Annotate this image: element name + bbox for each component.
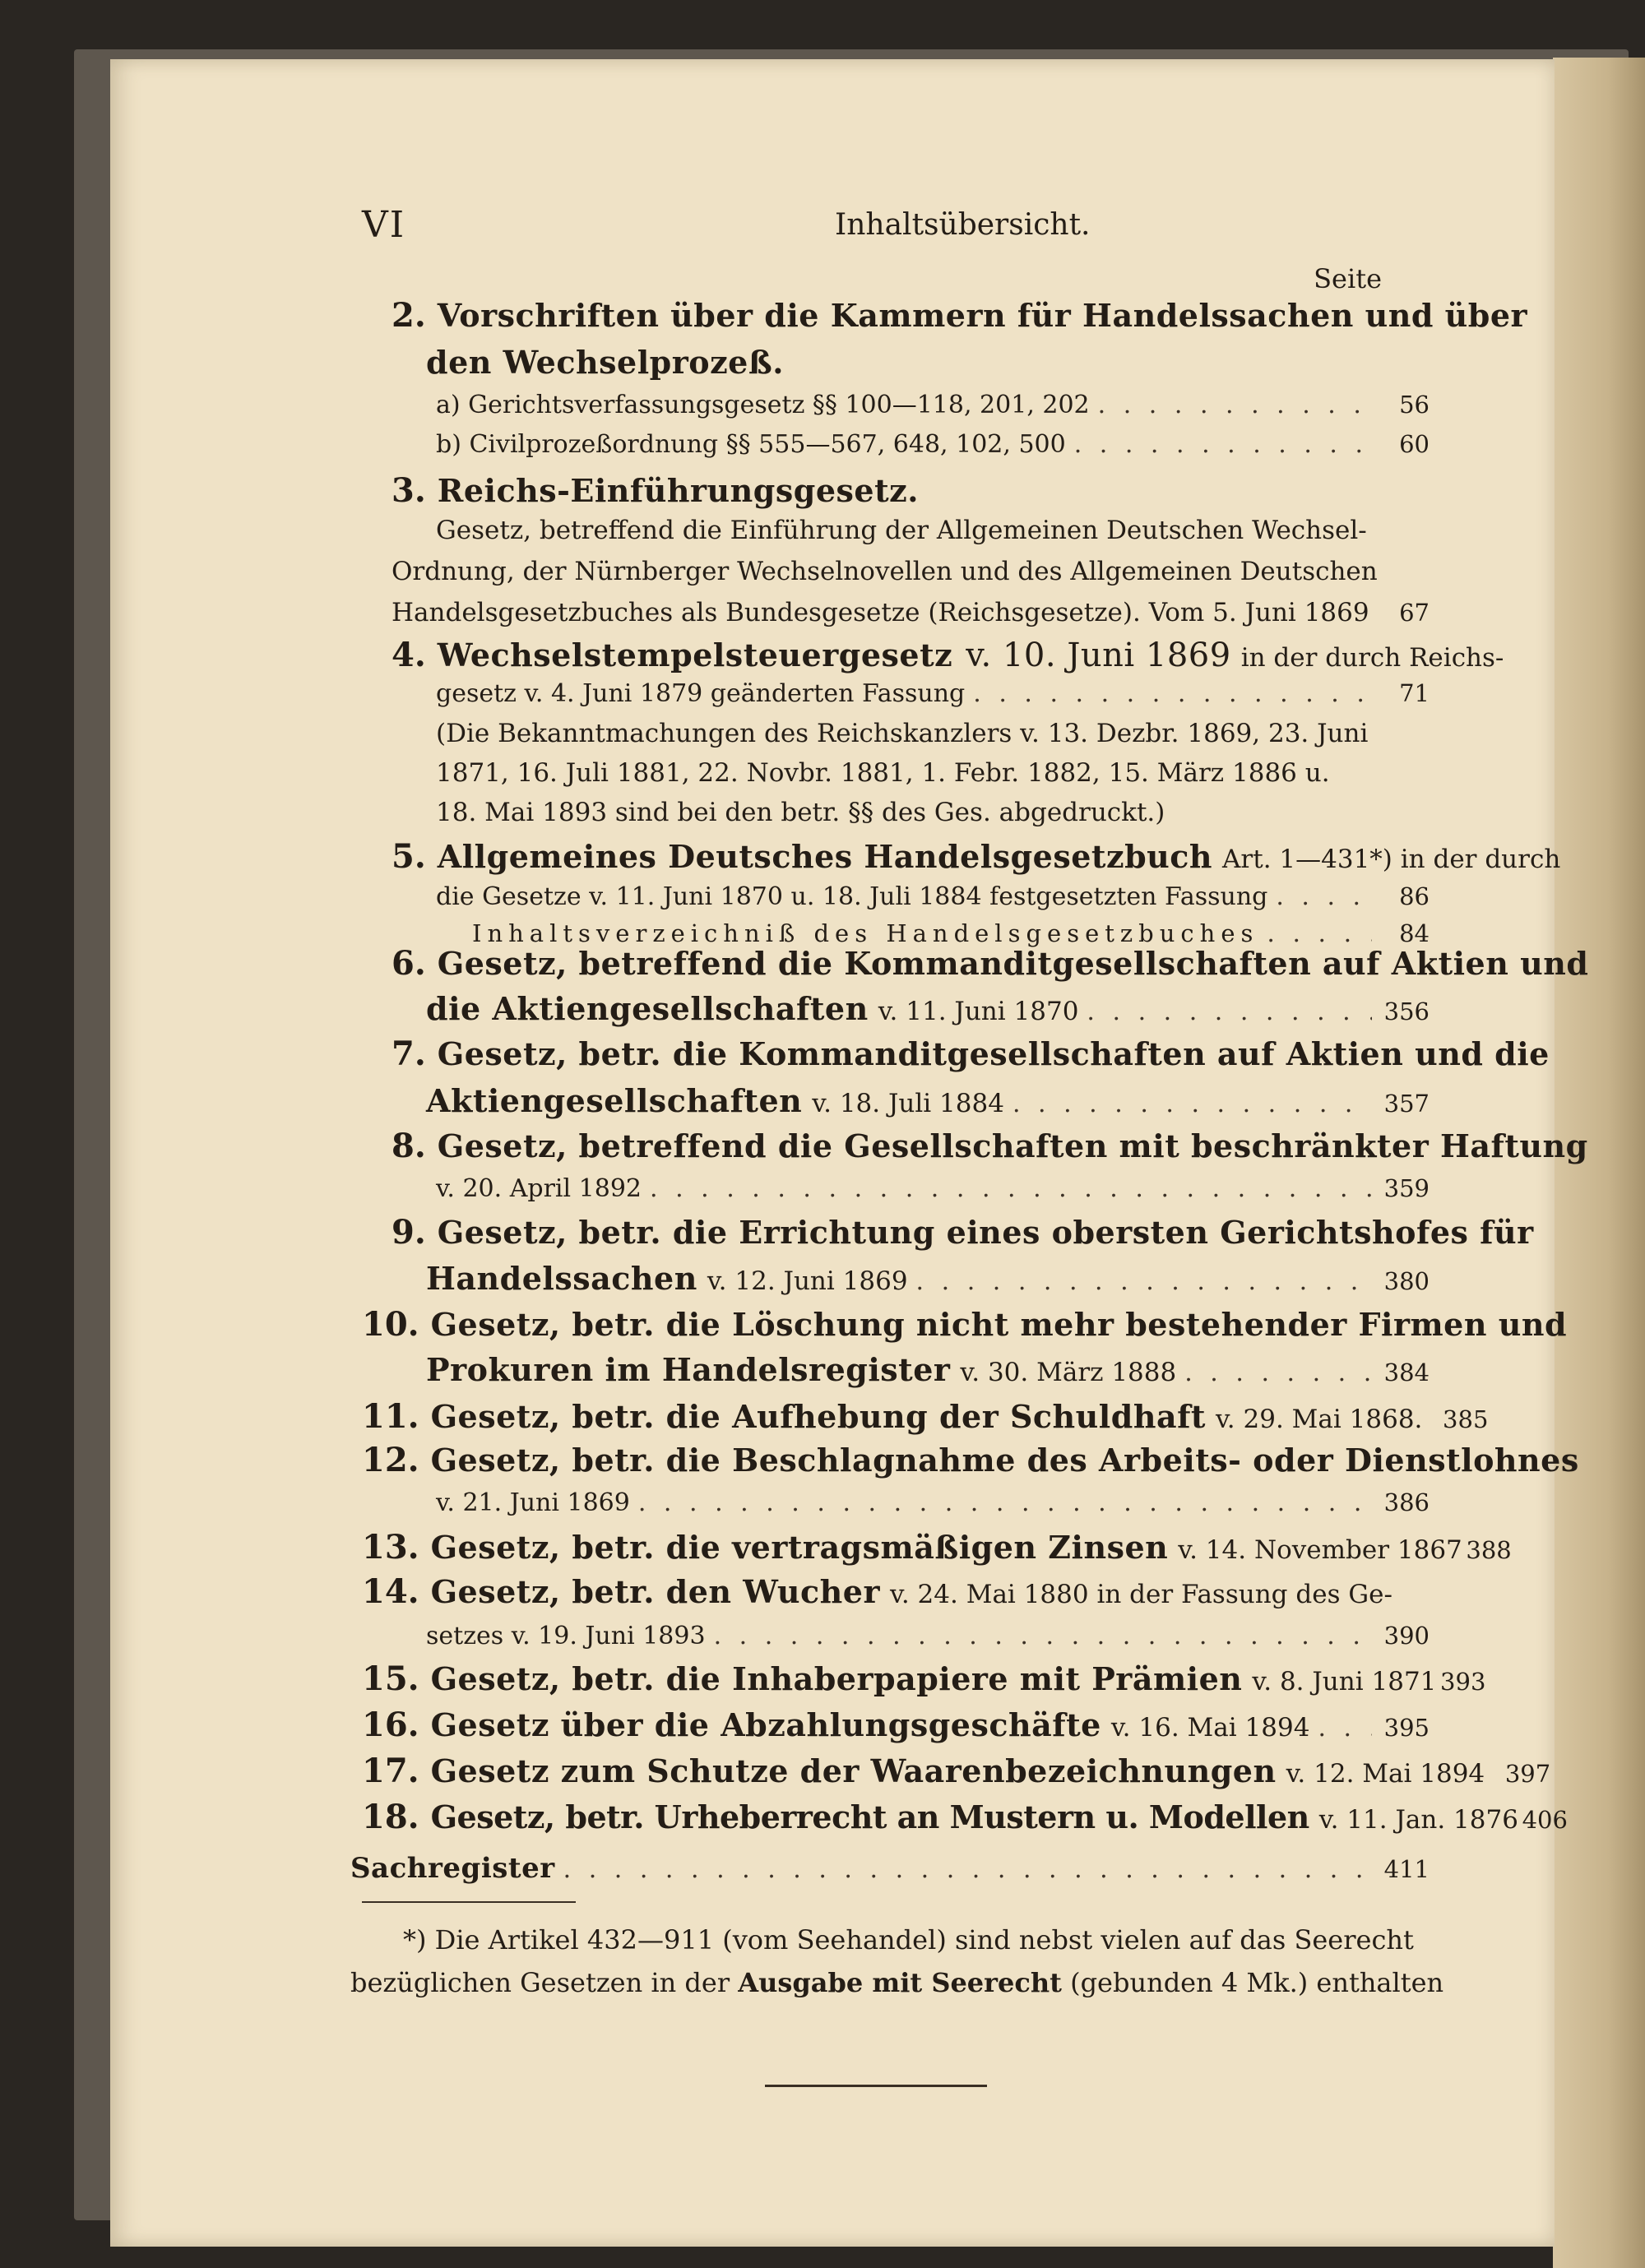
toc-entry-10: 10. Gesetz, betr. die Löschung nicht mehr bestehender Firmen und [362, 1305, 1568, 1344]
toc-entry-12-cont: v. 21. Juni 1869 . . . 386 [436, 1488, 1430, 1517]
toc-entry-4-text4: 1871, 16. Juli 1881, 22. Novbr. 1881, 1. Febr. 1882, 15. März 1886 u. [436, 758, 1330, 788]
toc-entry-18: 18. Gesetz, betr. Urheberrecht an Mustern u. Modellen v. 11. Jan. 1876 406 [362, 1798, 1568, 1836]
toc-entry-7: 7. Gesetz, betr. die Kommanditgesellschaften auf Aktien und die [392, 1034, 1550, 1073]
toc-entry-8: 8. Gesetz, betreffend die Gesellschaften mit beschränkter Haftung [392, 1127, 1588, 1165]
page-number: VI [362, 204, 406, 246]
toc-entry-11: 11. Gesetz, betr. die Aufhebung der Schuldhaft v. 29. Mai 1868. 385 [362, 1397, 1489, 1436]
toc-entry-2a: a) Gerichtsverfassungsgesetz §§ 100—118, 201, 202 . . . 56 [436, 391, 1430, 419]
toc-entry-10-cont: Prokuren im Handelsregister v. 30. März 1888 . . . 384 [426, 1351, 1430, 1388]
toc-entry-2-cont: den Wechselprozeß. [426, 344, 784, 381]
toc-entry-14-cont: setzes v. 19. Juni 1893 . . . 390 [426, 1622, 1430, 1650]
page-column-label: Seite [1314, 263, 1382, 294]
toc-entry-12: 12. Gesetz, betr. die Beschlagnahme des Arbeits- oder Dienstlohnes [362, 1441, 1579, 1479]
footnote-line-1: *) Die Artikel 432—911 (vom Seehandel) sind nebst vielen auf das Seerecht [403, 1924, 1414, 1956]
toc-entry-17: 17. Gesetz zum Schutze der Waarenbezeichnungen v. 12. Mai 1894 397 [362, 1752, 1551, 1790]
footnote-line-2: bezüglichen Gesetzen in der Ausgabe mit Seerecht (gebunden 4 Mk.) enthalten [350, 1967, 1444, 1998]
toc-entry-6: 6. Gesetz, betreffend die Kommanditgesellschaften auf Aktien und [392, 944, 1589, 983]
toc-entry-16: 16. Gesetz über die Abzahlungsgeschäfte v. 16. Mai 1894 . . . 395 [362, 1706, 1430, 1744]
toc-entry-6-cont: die Aktiengesellschaften v. 11. Juni 1870 . . . 356 [426, 990, 1430, 1027]
toc-entry-3-text2: Ordnung, der Nürnberger Wechselnovellen und des Allgemeinen Deutschen [392, 557, 1378, 586]
toc-entry-9-cont: Handelssachen v. 12. Juni 1869 . . . 380 [426, 1260, 1430, 1297]
toc-entry-8-cont: v. 20. April 1892 . . . 359 [436, 1174, 1430, 1203]
toc-entry-5-text2: die Gesetze v. 11. Juni 1870 u. 18. Juli 1884 festgesetzten Fassung . . . 86 [436, 882, 1430, 911]
toc-entry-2: 2. Vorschriften über die Kammern für Handelssachen und über [392, 296, 1528, 335]
toc-entry-4: 4. Wechselstempelsteuergesetz v. 10. Juni 1869 in der durch Reichs- [392, 636, 1504, 674]
toc-entry-5-text3: Inhaltsverzeichniß des Handelsgesetzbuches . . . 84 [472, 919, 1430, 948]
toc-entry-13: 13. Gesetz, betr. die vertragsmäßigen Zinsen v. 14. November 1867 388 [362, 1528, 1512, 1567]
toc-entry-index: Sachregister . . . 411 [350, 1852, 1430, 1885]
toc-entry-3: 3. Reichs-Einführungsgesetz. [392, 471, 919, 510]
toc-entry-14: 14. Gesetz, betr. den Wucher v. 24. Mai 1880 in der Fassung des Ge- [362, 1572, 1392, 1611]
toc-entry-7-cont: Aktiengesellschaften v. 18. Juli 1884 . . . 357 [426, 1082, 1430, 1119]
running-title: Inhaltsübersicht. [835, 208, 1091, 242]
toc-entry-4-text3: (Die Bekanntmachungen des Reichskanzlers v. 13. Dezbr. 1869, 23. Juni [436, 719, 1369, 748]
end-rule [765, 2085, 987, 2087]
toc-entry-5: 5. Allgemeines Deutsches Handelsgesetzbuch Art. 1—431*) in der durch [392, 837, 1561, 876]
toc-entry-9: 9. Gesetz, betr. die Errichtung eines obersten Gerichtshofes für [392, 1213, 1534, 1252]
toc-entry-3-text1: Gesetz, betreffend die Einführung der Allgemeinen Deutschen Wechsel- [436, 516, 1367, 545]
toc-entry-15: 15. Gesetz, betr. die Inhaberpapiere mit Prämien v. 8. Juni 1871 393 [362, 1659, 1486, 1698]
toc-entry-4-text2: gesetz v. 4. Juni 1879 geänderten Fassung . . . 71 [436, 679, 1430, 708]
footnote-separator [362, 1901, 576, 1903]
toc-entry-3-text3: Handelsgesetzbuches als Bundesgesetze (Reichsgesetze). Vom 5. Juni 1869 67 [392, 598, 1430, 627]
toc-entry-2b: b) Civilprozeßordnung §§ 555—567, 648, 102, 500 . . . 60 [436, 430, 1430, 459]
toc-entry-4-text5: 18. Mai 1893 sind bei den betr. §§ des Ges. abgedruckt.) [436, 798, 1165, 827]
